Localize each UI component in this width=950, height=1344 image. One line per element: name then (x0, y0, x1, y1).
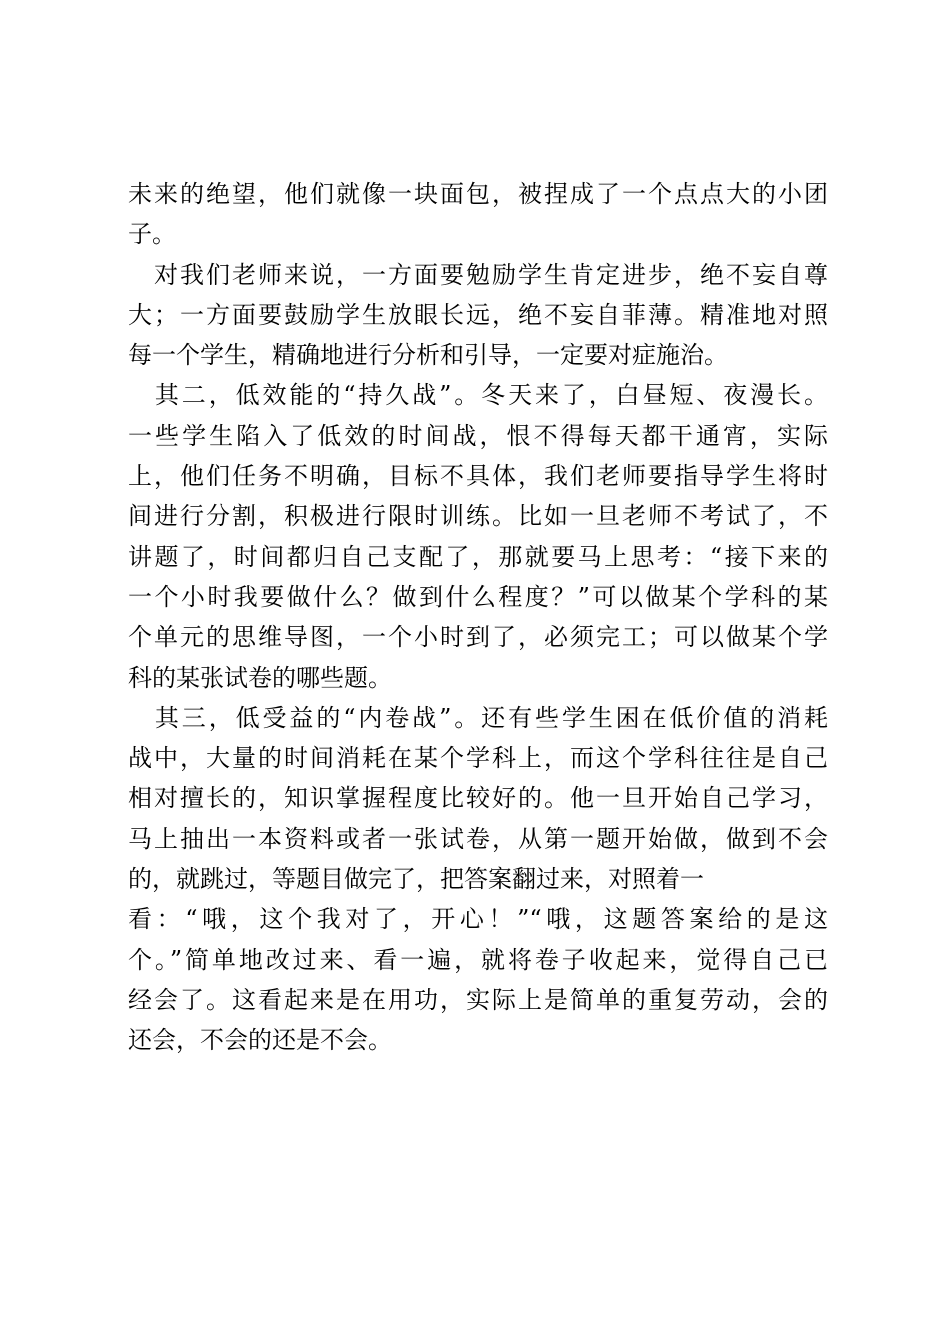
text-line-1: 未来的绝望，他们就像一块面包，被捏成了一个点点大的小团 (128, 180, 828, 208)
text-line-3: 对我们老师来说，一方面要勉励学生肯定进步，绝不妄自尊 (128, 260, 828, 289)
text-line-16: 相对擅长的，知识掌握程度比较好的。他一旦开始自己学习， (128, 784, 828, 813)
text-line-8: 上，他们任务不明确，目标不具体，我们老师要指导学生将时 (128, 462, 828, 491)
text-line-4: 大；一方面要鼓励学生放眼长远，绝不妄自菲薄。精准地对照 (128, 300, 828, 329)
text-line-13: 科的某张试卷的哪些题。 (128, 663, 392, 692)
text-line-19: 看：“哦，这个我对了，开心！”“哦，这题答案给的是这 (128, 905, 828, 934)
text-line-7: 一些学生陷入了低效的时间战，恨不得每天都干通宵，实际 (128, 421, 828, 450)
text-line-17: 马上抽出一本资料或者一张试卷，从第一题开始做，做到不会 (128, 824, 828, 853)
text-line-22: 还会，不会的还是不会。 (128, 1026, 392, 1055)
text-line-9: 间进行分割，积极进行限时训练。比如一旦老师不考试了，不 (128, 502, 828, 531)
text-line-21: 经会了。这看起来是在用功，实际上是简单的重复劳动，会的 (128, 985, 828, 1014)
body-text (128, 174, 828, 1061)
text-line-10: 讲题了，时间都归自己支配了，那就要马上思考：“接下来的 (128, 542, 828, 571)
text-line-12: 个单元的思维导图，一个小时到了，必须完工；可以做某个学 (128, 623, 828, 652)
text-line-18: 的，就跳过，等题目做完了，把答案翻过来，对照着一 (128, 865, 704, 894)
text-line-6: 其二，低效能的“持久战”。冬天来了，白昼短、夜漫长。 (128, 381, 828, 410)
text-line-14: 其三，低受益的“内卷战”。还有些学生困在低价值的消耗 (128, 703, 828, 732)
text-line-2: 子。 (128, 220, 176, 249)
text-line-20: 个。”简单地改过来、看一遍，就将卷子收起来，觉得自己已 (128, 945, 828, 974)
text-line-11: 一个小时我要做什么？做到什么程度？”可以做某个学科的某 (128, 582, 828, 611)
text-line-5: 每一个学生，精确地进行分析和引导，一定要对症施治。 (128, 341, 728, 370)
text-line-15: 战中，大量的时间消耗在某个学科上，而这个学科往往是自己 (128, 744, 828, 773)
